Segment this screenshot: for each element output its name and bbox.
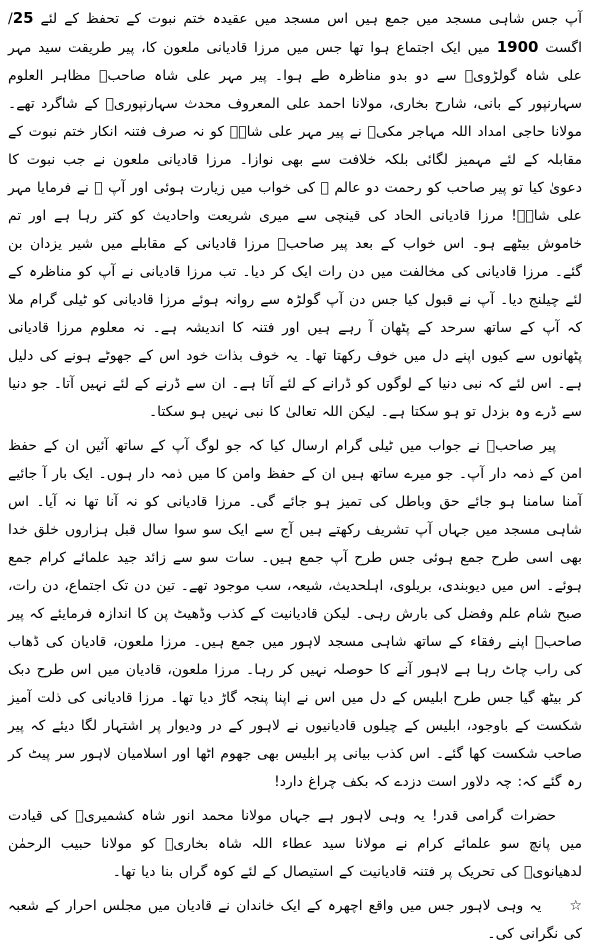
paragraph-hazrat-garami-qadr: حضرات گرامی قدر! یہ وہی لاہور ہے جہاں مولانا محمد انور شاہ کشمیریؒ کی قیادت میں پانچ سو علمائے کرام نے مولانا سید عطاء اللہ شاہ بخاریؒ کو مولانا حبیب الرحمٰن لدھیانویؒ کی تحریک پر فتنہ قادیانیت کے استیصال کے لئے کوہ گراں بنا دیا تھا۔ (8, 808, 582, 880)
date-year: 1900 (496, 38, 539, 56)
date-month: /اگست (8, 11, 582, 56)
paragraph-pir-sahib-telegram: پیر صاحبؒ نے جواب میں ٹیلی گرام ارسال کیا کہ جو لوگ آپ کے ساتھ آئیں ان کے حفظ امن کے ذمہ دار آپ۔ جو میرے ساتھ ہیں ان کے حفظ وامن کا میں ذمہ دار ہوں۔ ایک بار آ جائیے آمنا سامنا ہو جائے حق وباطل کی تمیز ہو جائے گی۔ مرزا قادیانی کو نہ آنا تھا نہ آیا۔ اس شاہی مسجد میں جہاں آپ تشریف رکھتے ہیں آج سے ایک سو سوا سال قبل ہزاروں خلق خدا بھی اسی طرح جمع ہوئی جس طرح آپ جمع ہیں۔ سات سو سے زائد جید علمائے کرام جمع ہوئے۔ اس میں دیوبندی، بریلوی، اہلحدیث، شیعہ، سب موجود تھے۔ تین دن تک اجتماع، دن رات، صبح شام علم وفضل کی بارش رہی۔ لیکن قادیانیت کے کذب وڈھیٹ پن کا اندازہ فرمایئے کہ پیر صاحبؒ اپنے رفقاء کے ساتھ شاہی مسجد لاہور میں جمع ہیں۔ مرزا ملعون، قادیان کی ڈھاب کی راب چاٹ رہا ہے لاہور آنے کا حوصلہ نہیں کر رہا۔ مرزا ملعون، قادیان میں اس طرح دبک کر بیٹھ گیا جس طرح ابلیس کے دل میں اس نے اپنا پنجہ گاڑ دیا تھا۔ مرزا قادیانی کی ذلت آمیز شکست کے باوجود، ابلیس کے چیلوں قادیانیوں نے لاہور کے در ودیوار پر اشتہار لگا دیئے کہ پیر صاحب شکست کھا گئے۔ اس کذب بیانی پر ابلیس بھی جھوم اٹھا اور اسلامیان لاہور سر پیٹ کر رہ گئے کہ: چہ دلاور است دزدے کہ بکف چراغ دارد! (8, 438, 582, 790)
paragraph-1-body: میں ایک اجتماع ہوا تھا جس میں مرزا قادیانی ملعون کا، پیر طریقت سید مہر علی شاہ گولڑویؒ سے دو بدو مناظرہ طے ہوا۔ پیر مہر علی شاہ صاحبؒ مظاہر العلوم سہارنپور کے بانی، شارح بخاری، مولانا احمد علی المعروف محدث سہارنپوریؒ کے شاگرد تھے۔ مولانا حاجی امداد اللہ مہاجر مکیؒ نے پیر مہر علی شاہؒ کو نہ صرف فتنہ انکار ختم نبوت کے مقابلہ کے لئے مہمیز لگائی بلکہ خلافت سے بھی نوازا۔ مرزا قادیانی ملعون نے جب نبوت کا دعویٰ کیا تو پیر صاحب کو رحمت دو عالم ﷺ کی خواب میں زیارت ہوئی اور آپ ﷺ نے فرمایا مہر علی شاہؒ! مرزا قادیانی الحاد کی قینچی سے میری شریعت واحادیث کو کتر رہا ہے اور تم خاموش بیٹھے ہو۔ اس خواب کے بعد پیر صاحبؒ مرزا قادیانی کے مقابلے میں شیر یزدان بن گئے۔ مرزا قادیانی کی مخالفت میں دن رات ایک کر دیا۔ تب مرزا قادیانی نے آپ کو مناظرہ کے لئے چیلنج دیا۔ آپ نے قبول کیا جس دن آپ گولڑہ سے روانہ ہوئے مرزا قادیانی کو ٹیلی گرام ملا کہ آپ کے ساتھ سرحد کے پٹھان آ رہے ہیں اور فتنہ کا اندیشہ ہے۔ نہ معلوم مرزا قادیانی پٹھانوں سے کیوں اپنے دل میں خوف رکھتا تھا۔ یہ خوف بذات خود اس کے جھوٹے ہونے کی دلیل ہے۔ اس لئے کہ نبی دنیا کے لوگوں کو ڈرانے کے لئے آتا ہے۔ ان سے ڈرنے کے لئے نہیں آتا۔ جو دنیا سے ڈرے وہ بزدل تو ہو سکتا ہے۔ لیکن اللہ تعالیٰ کا نبی نہیں ہو سکتا۔ (8, 40, 582, 420)
date-day: 25 (12, 9, 34, 27)
star-bullet-icon: ☆ (569, 898, 582, 914)
paragraph-lahore-ichhra (8, 892, 582, 948)
paragraph-shahi-masjid-1900 (8, 4, 582, 426)
paragraph-1-intro: آپ جس شاہی مسجد میں جمع ہیں اس مسجد میں عقیدہ ختم نبوت کے تحفظ کے لئے (33, 11, 582, 27)
paragraph-4-text: یہ وہی لاہور جس میں واقع اچھرہ کے ایک خاندان نے قادیان میں مجلس احرار کے شعبہ کی نگرانی کی۔ (8, 898, 582, 942)
